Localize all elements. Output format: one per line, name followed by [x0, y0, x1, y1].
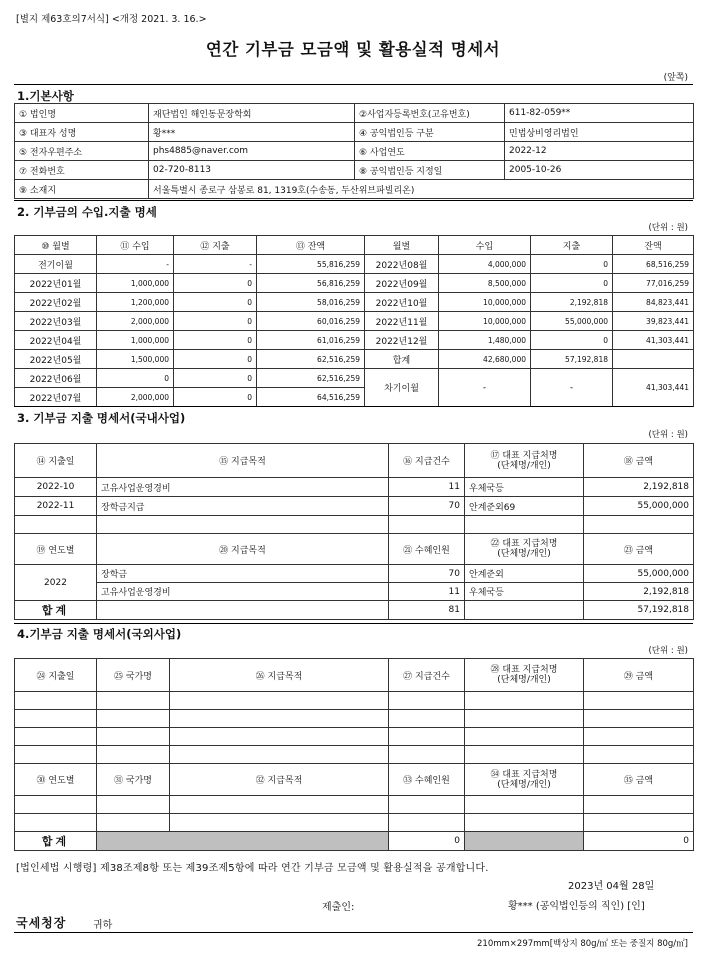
income-cell: 0: [97, 369, 174, 388]
form-note: [별지 제63호의7서식] <개정 2021. 3. 16.>: [16, 14, 207, 25]
table-row: [15, 583, 694, 601]
d-purpose: 고유사업운영경비: [97, 478, 389, 497]
y-h-recipient: [465, 534, 584, 565]
table-row: [15, 255, 694, 274]
section4-heading: 4.기부금 지출 명세서(국외사업): [17, 627, 182, 641]
o-h-country: ㉕ 국가명: [97, 659, 170, 692]
table-row: [15, 312, 694, 331]
y-h-recipient-1: ㉒ 대표 지급처명: [490, 539, 558, 549]
o-h-count: ㉗ 지급건수: [389, 659, 465, 692]
income-cell: -: [97, 255, 174, 274]
o-h-amount: ㉙ 금액: [584, 659, 694, 692]
submission-date: 2023년 04월 28일: [568, 881, 655, 892]
d-date: 2022-10: [15, 478, 97, 497]
income-cell: 1,000,000: [97, 331, 174, 350]
expense-cell: 55,000,000: [531, 312, 613, 331]
balance-cell: 61,016,259: [257, 331, 365, 350]
expense-cell: 0: [531, 274, 613, 293]
d-total-label: 합계: [15, 601, 97, 620]
o-total-label: 합계: [15, 832, 97, 851]
y-amount: 55,000,000: [584, 565, 694, 583]
d-h-count: ⑯ 지급건수: [389, 444, 465, 478]
balance-cell: 62,516,259: [257, 350, 365, 369]
oy-h-count: ㉝ 수혜인원: [389, 764, 465, 796]
table-row: [15, 478, 694, 497]
domestic-table: [14, 443, 694, 620]
income-cell: 1,480,000: [439, 331, 531, 350]
total-row: [15, 832, 694, 851]
o-h-purpose: ㉖ 지급목적: [170, 659, 389, 692]
month-cell: 2022년08월: [365, 255, 439, 274]
balance-cell: [613, 350, 694, 369]
ceo-value: 황***: [149, 123, 355, 142]
h2-month: 월별: [365, 236, 439, 255]
expense-cell: 2,192,818: [531, 293, 613, 312]
month-cell: 합계: [365, 350, 439, 369]
month-cell: 2022년03월: [15, 312, 97, 331]
income-cell: 10,000,000: [439, 312, 531, 331]
expense-cell: 0: [174, 331, 257, 350]
d-h-amount: ⑱ 금액: [584, 444, 694, 478]
law-statement: [법인세법 시행령] 제38조제8항 또는 제39조제5항에 따라 연간 기부금 모금액 및 활용실적을 공개합니다.: [16, 863, 489, 874]
balance-cell: 84,823,441: [613, 293, 694, 312]
d-recipient: 안계준외69: [465, 497, 584, 516]
d-amount: 2,192,818: [584, 478, 694, 497]
y-purpose: 장학금: [97, 565, 389, 583]
balance-cell: 77,016,259: [613, 274, 694, 293]
month-cell: 2022년07월: [15, 388, 97, 407]
nts-suffix: 귀하: [93, 920, 113, 931]
document-title: 연간 기부금 모금액 및 활용실적 명세서: [205, 40, 501, 59]
section1-heading: 1.기본사항: [17, 89, 74, 103]
y-count: 11: [389, 583, 465, 601]
carry-m-cell: 차기이월: [365, 369, 439, 407]
oy-h-purpose: ㉜ 지급목적: [170, 764, 389, 796]
expense-cell: 0: [174, 369, 257, 388]
o-h-recipient-2: (단체명/개인): [497, 675, 551, 685]
d-total-count: 81: [389, 601, 465, 620]
d-recipient: 우체국등: [465, 478, 584, 497]
expense-cell: 0: [174, 312, 257, 331]
h-income: ⑪ 수입: [97, 236, 174, 255]
oy-h-year: ㉚ 연도별: [15, 764, 97, 796]
month-cell: 2022년06월: [15, 369, 97, 388]
basic-info-table: [14, 103, 694, 199]
table-row: [15, 497, 694, 516]
y-h-recipient-2: (단체명/개인): [497, 549, 551, 559]
address-label: ⑨ 소재지: [15, 180, 149, 199]
balance-cell: 64,516,259: [257, 388, 365, 407]
expense-cell: 0: [174, 293, 257, 312]
fiscal-label: ⑥ 사업연도: [355, 142, 505, 161]
d-count: 11: [389, 478, 465, 497]
h2-expense: 지출: [531, 236, 613, 255]
table-row: [15, 331, 694, 350]
page-side: (앞쪽): [663, 73, 688, 83]
table-row: [15, 293, 694, 312]
email-label: ⑤ 전자우편주소: [15, 142, 149, 161]
month-cell: 2022년10월: [365, 293, 439, 312]
carry-b-cell: 41,303,441: [613, 369, 694, 407]
carry-o-cell: -: [531, 369, 613, 407]
table-row: [15, 274, 694, 293]
oy-h-amount: ㉟ 금액: [584, 764, 694, 796]
address-value: 서울특별시 종로구 삼봉로 81, 1319호(수송동, 두산위브파빌리온): [149, 180, 694, 199]
corp-name-label: ① 법인명: [15, 104, 149, 123]
balance-cell: 56,816,259: [257, 274, 365, 293]
carry-i-cell: -: [439, 369, 531, 407]
oy-h-recipient-1: ㉞ 대표 지급처명: [490, 769, 558, 780]
section2-heading: 2. 기부금의 수입.지출 명세: [17, 205, 157, 219]
income-cell: 42,680,000: [439, 350, 531, 369]
email-value: phs4885@naver.com: [149, 142, 355, 161]
y-recipient: 우체국등: [465, 583, 584, 601]
expense-cell: 0: [174, 388, 257, 407]
o-h-recipient: [465, 659, 584, 692]
d-h-purpose: ⑮ 지급목적: [97, 444, 389, 478]
type-label: ④ 공익법인등 구분: [355, 123, 505, 142]
y-purpose: 고유사업운영경비: [97, 583, 389, 601]
income-cell: 2,000,000: [97, 312, 174, 331]
expense-cell: 0: [174, 350, 257, 369]
month-cell: 2022년09월: [365, 274, 439, 293]
d-amount: 55,000,000: [584, 497, 694, 516]
balance-cell: 60,016,259: [257, 312, 365, 331]
table-row: [15, 516, 694, 534]
oy-h-recipient: [465, 764, 584, 796]
h-balance: ⑬ 잔액: [257, 236, 365, 255]
y-count: 70: [389, 565, 465, 583]
y-recipient: 안계준외: [465, 565, 584, 583]
o-h-date: ㉔ 지출일: [15, 659, 97, 692]
d-h-recipient-1: ⑰ 대표 지급처명: [490, 450, 558, 461]
balance-cell: 39,823,441: [613, 312, 694, 331]
d-total-amount: 57,192,818: [584, 601, 694, 620]
expense-cell: -: [174, 255, 257, 274]
bizno-label: ②사업자등록번호(고유번호): [355, 104, 505, 123]
y-h-amount: ㉓ 금액: [584, 534, 694, 565]
total-row: [15, 601, 694, 620]
nts-addressee: 국세청장: [16, 916, 67, 930]
paper-spec: 210mm×297mm[백상지 80g/㎡ 또는 중질지 80g/㎡]: [477, 939, 688, 949]
type-value: 민법상비영리법인: [505, 123, 694, 142]
balance-cell: 68,516,259: [613, 255, 694, 274]
y-year: 2022: [15, 565, 97, 601]
income-cell: 1,500,000: [97, 350, 174, 369]
y-h-year: ⑲ 연도별: [15, 534, 97, 565]
month-cell: 2022년04월: [15, 331, 97, 350]
oy-h-recipient-2: (단체명/개인): [497, 779, 551, 790]
h-expense: ⑫ 지출: [174, 236, 257, 255]
month-cell: 2022년12월: [365, 331, 439, 350]
y-h-count: ㉑ 수혜인원: [389, 534, 465, 565]
bizno-value: 611-82-059**: [505, 104, 694, 123]
ceo-label: ③ 대표자 성명: [15, 123, 149, 142]
balance-cell: 58,016,259: [257, 293, 365, 312]
phone-label: ⑦ 전화번호: [15, 161, 149, 180]
income-cell: 2,000,000: [97, 388, 174, 407]
fiscal-value: 2022-12: [505, 142, 694, 161]
table-row: [15, 350, 694, 369]
expense-cell: 0: [531, 255, 613, 274]
oy-h-country: ㉛ 국가명: [97, 764, 170, 796]
d-h-recipient: [465, 444, 584, 478]
income-expense-table: [14, 235, 694, 407]
balance-cell: 55,816,259: [257, 255, 365, 274]
submitter-label: 제출인:: [322, 902, 355, 913]
month-cell: 2022년11월: [365, 312, 439, 331]
month-cell: 전기이월: [15, 255, 97, 274]
section3-heading: 3. 기부금 지출 명세서(국내사업): [17, 411, 186, 425]
submitter-name: 황*** (공익법인등의 직인) [인]: [508, 901, 645, 912]
d-count: 70: [389, 497, 465, 516]
section3-unit: (단위 : 원): [648, 430, 688, 440]
income-cell: 1,000,000: [97, 274, 174, 293]
y-amount: 2,192,818: [584, 583, 694, 601]
d-h-recipient-2: (단체명/개인): [497, 460, 551, 471]
h2-income: 수입: [439, 236, 531, 255]
expense-cell: 0: [531, 331, 613, 350]
month-cell: 2022년05월: [15, 350, 97, 369]
expense-cell: 57,192,818: [531, 350, 613, 369]
balance-cell: 41,303,441: [613, 331, 694, 350]
month-cell: 2022년01월: [15, 274, 97, 293]
corp-name-value: 재단법인 해인동문장학회: [149, 104, 355, 123]
h2-balance: 잔액: [613, 236, 694, 255]
expense-cell: 0: [174, 274, 257, 293]
o-h-recipient-1: ㉘ 대표 지급처명: [490, 665, 558, 675]
y-h-purpose: ⑳ 지급목적: [97, 534, 389, 565]
overseas-table: [14, 658, 694, 851]
h-month: ⑩ 월별: [15, 236, 97, 255]
income-cell: 1,200,000: [97, 293, 174, 312]
table-row: [15, 565, 694, 583]
d-h-date: ⑭ 지출일: [15, 444, 97, 478]
d-date: 2022-11: [15, 497, 97, 516]
income-cell: 4,000,000: [439, 255, 531, 274]
designation-label: ⑧ 공익법인등 지정일: [355, 161, 505, 180]
section4-unit: (단위 : 원): [648, 646, 688, 656]
balance-cell: 62,516,259: [257, 369, 365, 388]
income-cell: 8,500,000: [439, 274, 531, 293]
table-row: [15, 369, 694, 388]
income-cell: 10,000,000: [439, 293, 531, 312]
section2-unit: (단위 : 원): [648, 223, 688, 233]
d-purpose: 장학금지급: [97, 497, 389, 516]
o-total-count: 0: [389, 832, 465, 851]
phone-value: 02-720-8113: [149, 161, 355, 180]
o-total-amount: 0: [584, 832, 694, 851]
month-cell: 2022년02월: [15, 293, 97, 312]
designation-value: 2005-10-26: [505, 161, 694, 180]
